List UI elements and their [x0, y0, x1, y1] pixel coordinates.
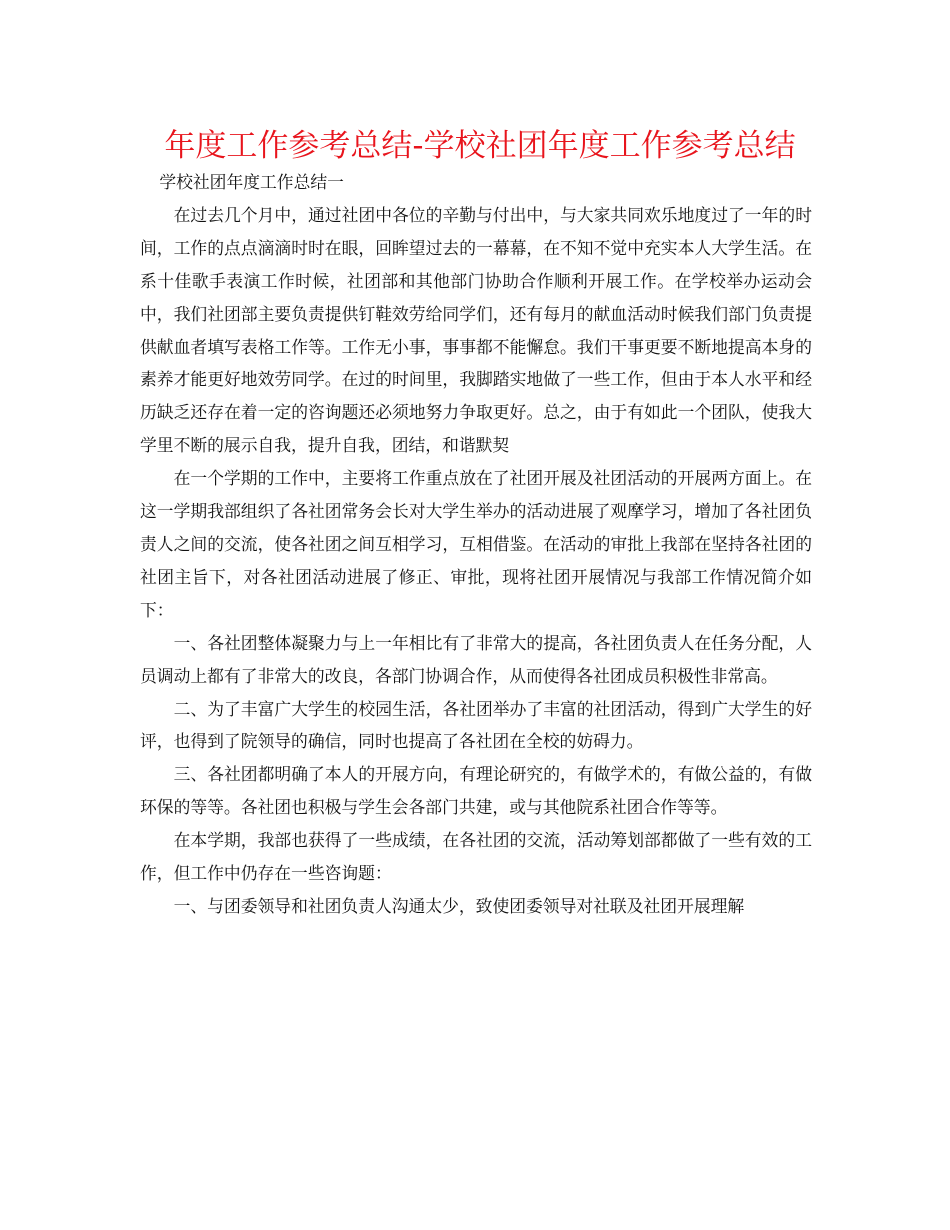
document-title: 年度工作参考总结-学校社团年度工作参考总结 — [164, 128, 796, 164]
paragraph: 在本学期，我部也获得了一些成绩，在各社团的交流，活动筹划部都做了一些有效的工作，但工作中仍存在一些咨询题： — [140, 830, 812, 884]
paragraph: 二、为了丰富广大学生的校园生活，各社团举办了丰富的社团活动，得到广大学生的好评，也得到了院领导的确信，同时也提高了各社团在全校的妨碍力。 — [140, 698, 812, 752]
paragraph: 一、与团委领导和社团负责人沟通太少，致使团委领导对社联及社团开展理解 — [173, 895, 745, 916]
paragraph: 在一个学期的工作中，主要将工作重点放在了社团开展及社团活动的开展两方面上。在这一学期我部组织了各社团常务会长对大学生举办的活动进展了观摩学习，增加了各社团负责人之间的交流，使各社团之间互相学习，互相借鉴。在活动的审批上我部在坚持各社团的社团主旨下，对各社团活动进展了修正、审批，现将社团开展情况与我部工作情况简介如下： — [140, 468, 812, 620]
paragraph: 一、各社团整体凝聚力与上一年相比有了非常大的提高，各社团负责人在任务分配，人员调动上都有了非常大的改良，各部门协调合作，从而使得各社团成员积极性非常高。 — [140, 632, 812, 686]
paragraph: 在过去几个月中，通过社团中各位的辛勤与付出中，与大家共同欢乐地度过了一年的时间，工作的点点滴滴时时在眼，回眸望过去的一幕幕，在不知不觉中充实本人大学生活。在系十佳歌手表演工作时候，社团部和其他部门协助合作顺利开展工作。在学校举办运动会中，我们社团部主要负责提供钉鞋效劳给同学们，还有每月的献血活动时候我们部门负责提供献血者填写表格工作等。工作无小事，事事都不能懈怠。我们干事更要不断地提高本身的素养才能更好地效劳同学。在过的时间里，我脚踏实地做了一些工作，但由于本人水平和经历缺乏还存在着一定的咨询题还必须地努力争取更好。总之，由于有如此一个团队，使我大学里不断的展示自我，提升自我，团结，和谐默契 — [140, 204, 812, 456]
paragraph: 三、各社团都明确了本人的开展方向，有理论研究的，有做学术的，有做公益的，有做环保的等等。各社团也积极与学生会各部门共建，或与其他院系社团合作等等。 — [140, 764, 812, 818]
section-heading: 学校社团年度工作总结一 — [159, 172, 344, 192]
document-body — [140, 166, 812, 923]
